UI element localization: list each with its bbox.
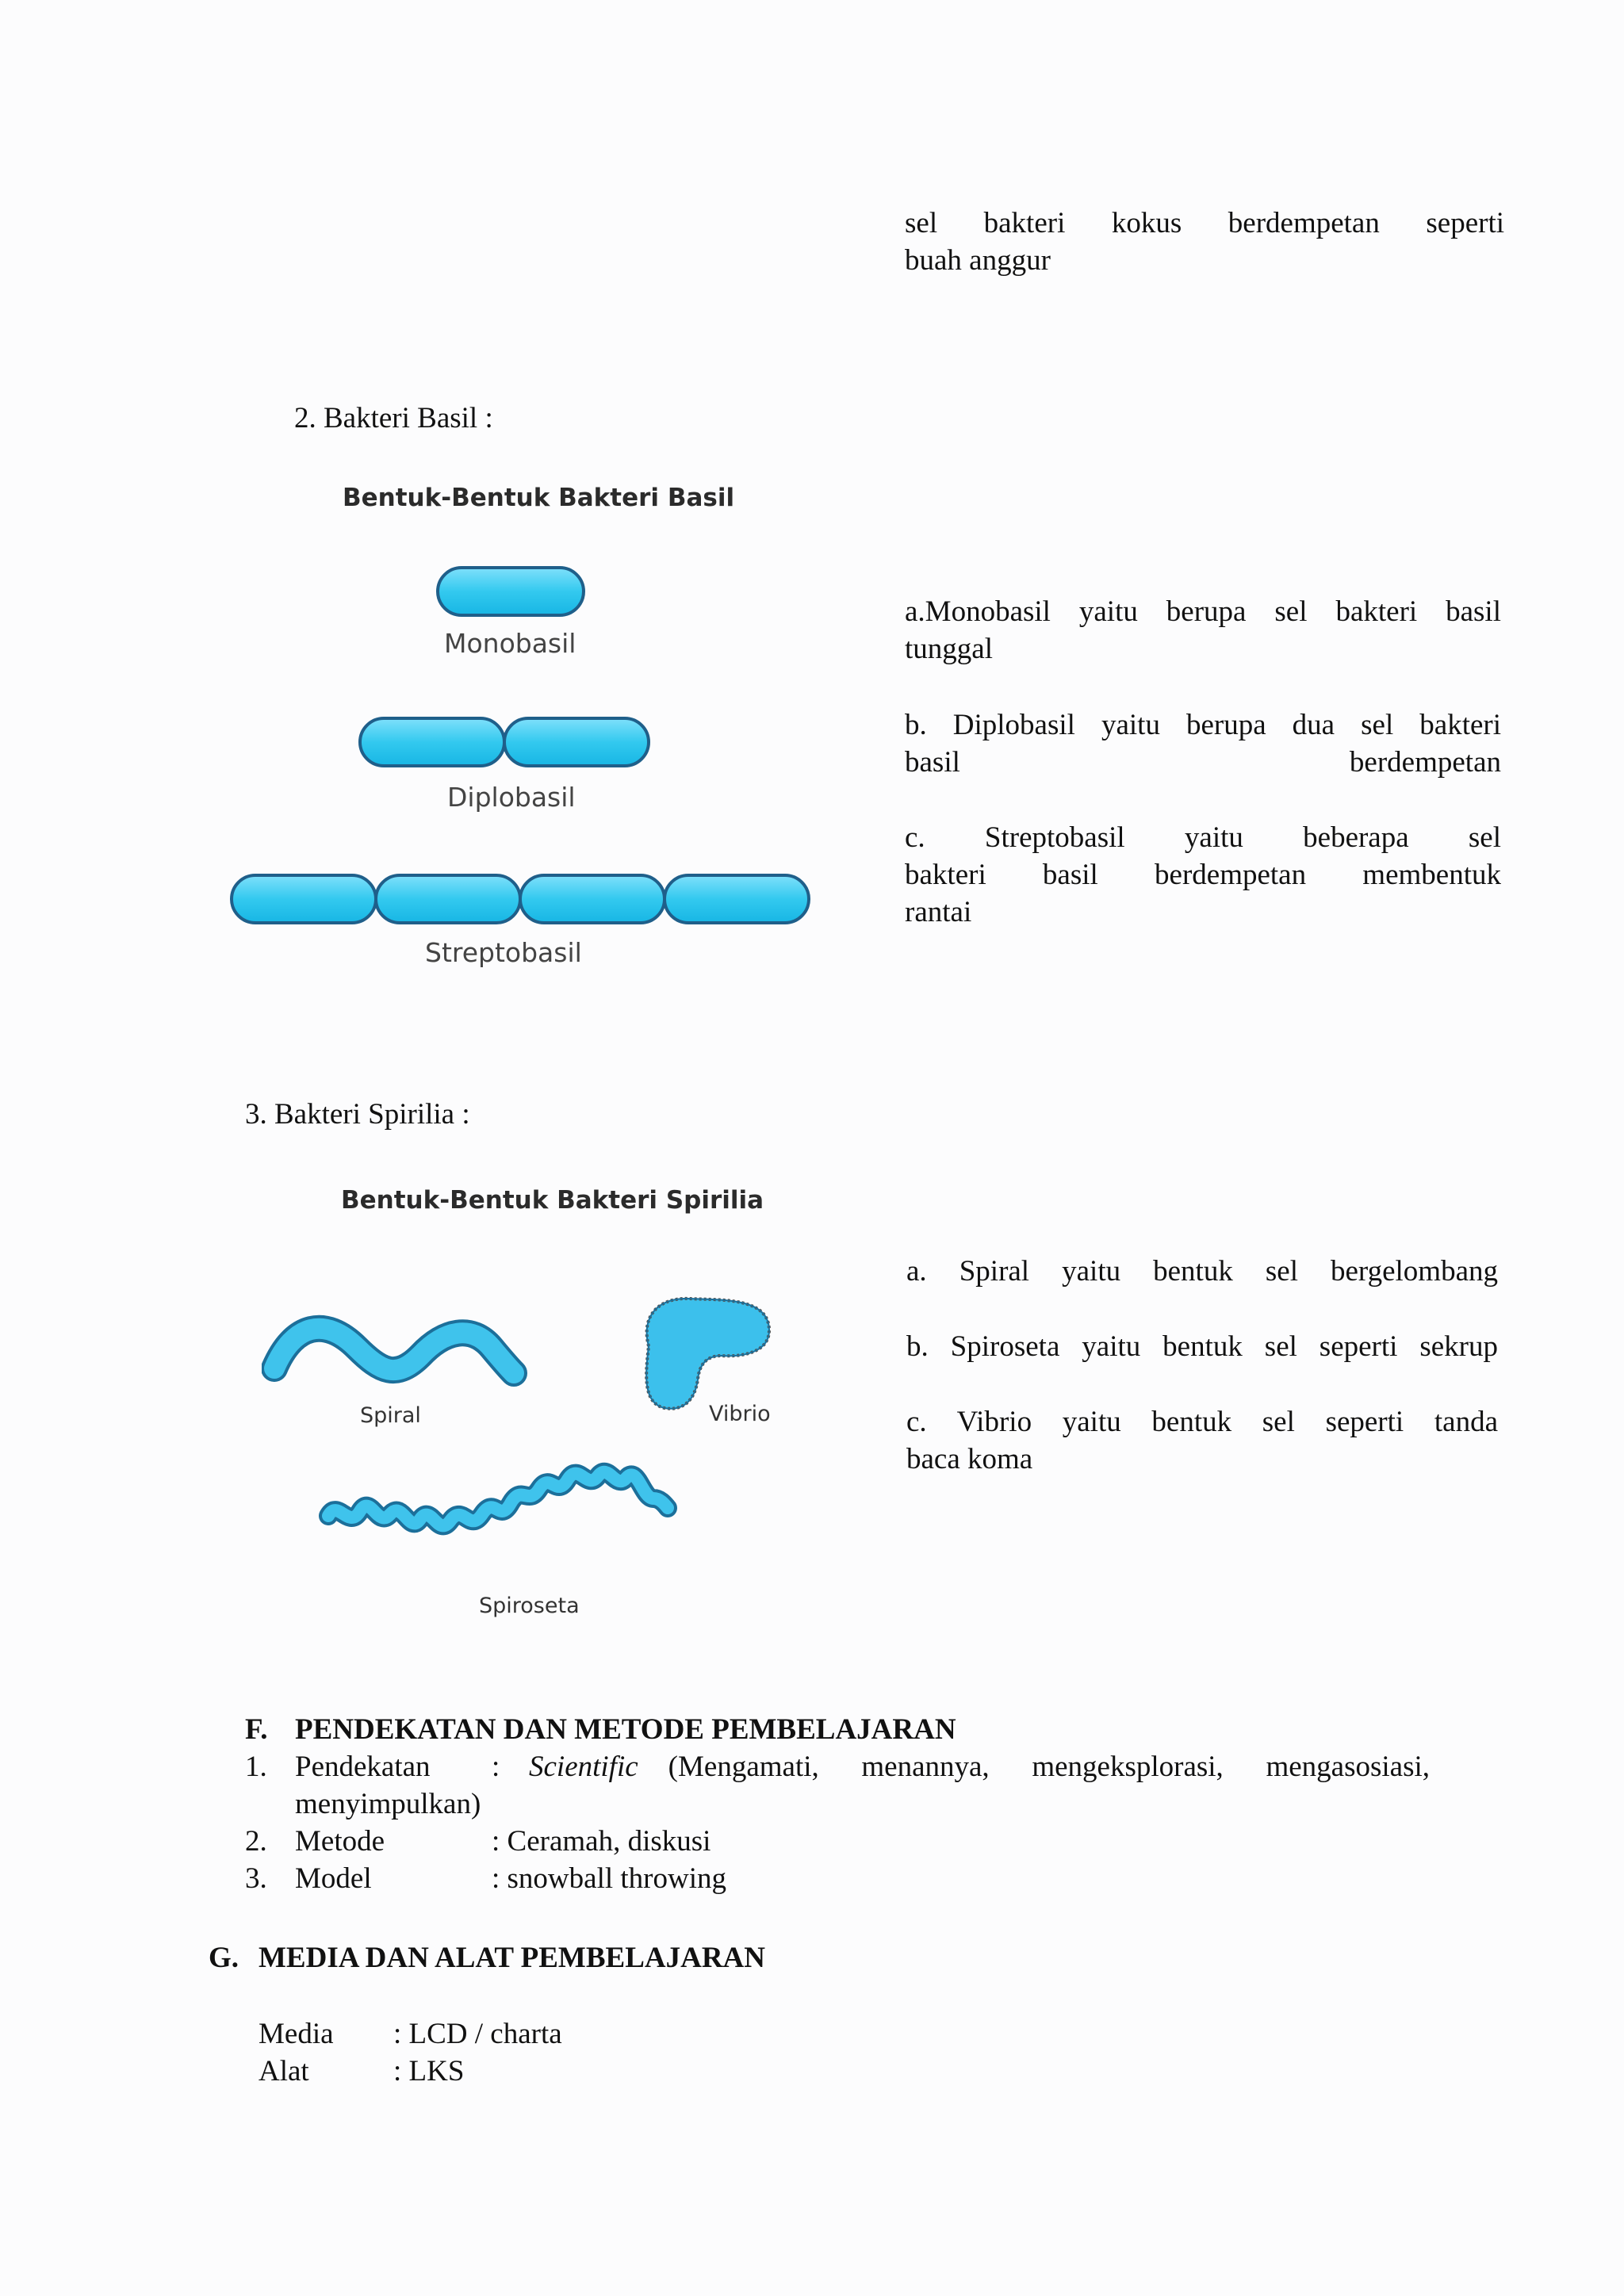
streptobasil-cell-1	[232, 875, 376, 923]
kokus-description	[905, 205, 1504, 279]
basil-figure-title: Bentuk-Bentuk Bakteri Basil	[343, 484, 735, 512]
item-1-value-rest: (Mengamati, menannya, mengeksplorasi, mengasosiasi,	[668, 1751, 1430, 1783]
monobasil-label: Monobasil	[444, 628, 576, 659]
monobasil-cell	[438, 568, 584, 615]
basil-desc-c	[905, 819, 1501, 931]
streptobasil-cell-4	[665, 875, 809, 923]
vibrio-cell	[646, 1299, 769, 1409]
item-1-separator: :	[492, 1751, 500, 1783]
diplobasil-cell-2	[504, 718, 649, 766]
streptobasil-cell-2	[376, 875, 520, 923]
section-f-title: PENDEKATAN DAN METODE PEMBELAJARAN	[295, 1713, 956, 1746]
spirilia-desc-c-line-2: baca koma	[906, 1443, 1033, 1475]
basil-desc-b-line-1: b. Diplobasil yaitu berupa dua sel bakteri	[905, 709, 1501, 741]
section-g-letter: G.	[209, 1942, 239, 1974]
item-1-value	[529, 1748, 1430, 1785]
item-1-number: 1.	[245, 1751, 267, 1783]
streptobasil-label: Streptobasil	[425, 937, 582, 968]
item-1-value-continued: menyimpulkan)	[295, 1788, 481, 1820]
spirilia-desc-b: b. Spiroseta yaitu bentuk sel seperti sekrup	[906, 1330, 1498, 1363]
spiroseta-label: Spiroseta	[479, 1594, 580, 1618]
item-3-value: : snowball throwing	[492, 1862, 726, 1895]
alat-label: Alat	[259, 2055, 309, 2087]
spiral-label: Spiral	[360, 1403, 421, 1428]
media-label: Media	[259, 2018, 334, 2050]
item-2-value: : Ceramah, diskusi	[492, 1825, 711, 1858]
kokus-line-1: sel bakteri kokus berdempetan seperti	[905, 207, 1504, 239]
spirilia-desc-c-line-1: c. Vibrio yaitu bentuk sel seperti tanda	[906, 1406, 1498, 1438]
basil-desc-a	[905, 593, 1501, 668]
alat-value: : LKS	[393, 2055, 465, 2087]
spirilia-figure	[262, 1269, 817, 1601]
spirilia-desc-a: a. Spiral yaitu bentuk sel bergelombang	[906, 1255, 1498, 1288]
basil-desc-a-line-1: a.Monobasil yaitu berupa sel bakteri basil	[905, 595, 1501, 628]
basil-desc-c-line-1: c. Streptobasil yaitu beberapa sel	[905, 821, 1501, 854]
basil-heading: 2. Bakteri Basil :	[294, 402, 493, 434]
spirilia-heading: 3. Bakteri Spirilia :	[245, 1098, 470, 1131]
vibrio-label: Vibrio	[709, 1402, 771, 1426]
item-2-label: Metode	[295, 1825, 385, 1858]
basil-desc-b	[905, 706, 1501, 781]
media-value: : LCD / charta	[393, 2018, 562, 2050]
section-g-title: MEDIA DAN ALAT PEMBELAJARAN	[259, 1942, 765, 1974]
streptobasil-cell-3	[520, 875, 665, 923]
spirilia-figure-title: Bentuk-Bentuk Bakteri Spirilia	[341, 1186, 764, 1215]
section-f-letter: F.	[245, 1713, 268, 1746]
basil-desc-c-line-3: rantai	[905, 896, 972, 928]
spirilia-desc-c	[906, 1403, 1498, 1478]
basil-desc-a-line-2: tunggal	[905, 633, 993, 665]
item-1-value-italic: Scientific	[529, 1751, 638, 1783]
item-3-label: Model	[295, 1862, 372, 1895]
basil-desc-b-line-2: basil berdempetan	[905, 746, 1501, 779]
diplobasil-label: Diplobasil	[447, 782, 576, 813]
kokus-line-2: buah anggur	[905, 244, 1051, 277]
diplobasil-cell-1	[360, 718, 504, 766]
item-1-label: Pendekatan	[295, 1751, 431, 1783]
basil-desc-c-line-2: bakteri basil berdempetan membentuk	[905, 859, 1501, 891]
item-3-number: 3.	[245, 1862, 267, 1895]
item-2-number: 2.	[245, 1825, 267, 1858]
basil-figure	[222, 555, 825, 936]
